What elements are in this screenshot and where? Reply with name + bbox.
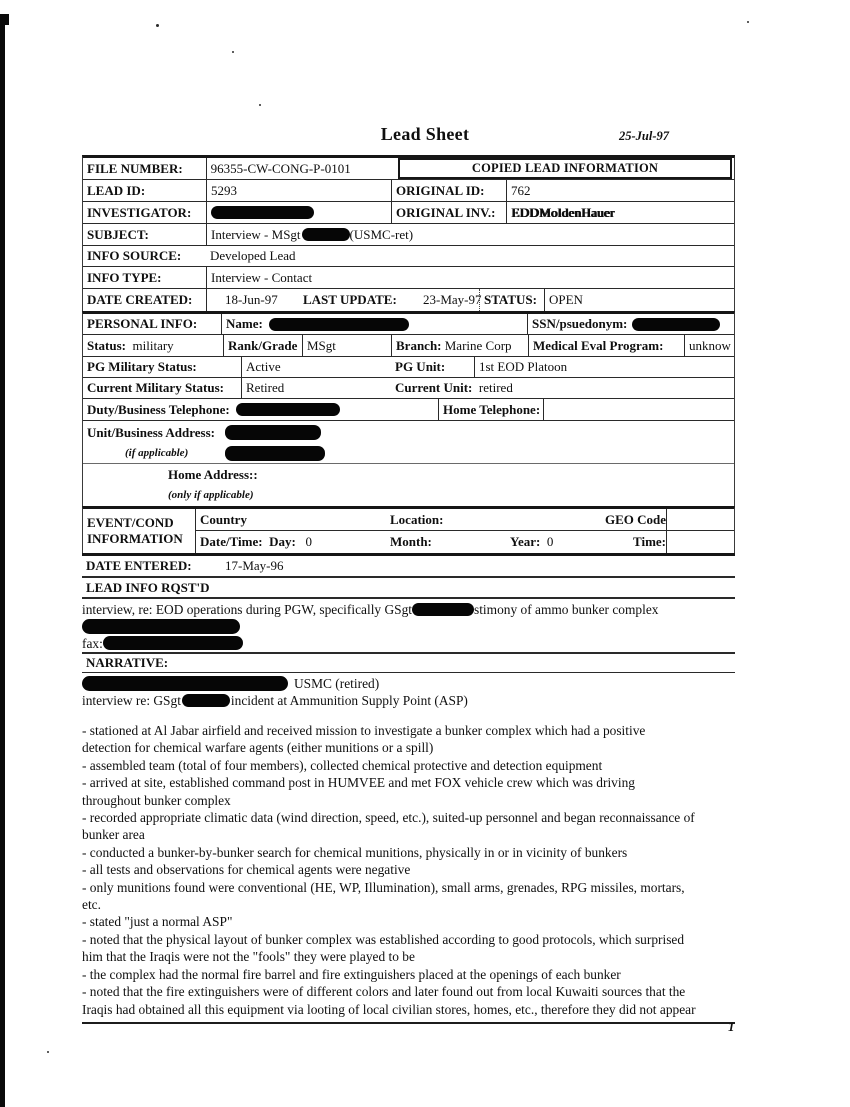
redaction-bar xyxy=(269,318,409,331)
file-number-row xyxy=(83,158,734,180)
subject-prefix: Interview - MSgt xyxy=(211,226,301,242)
lead-identification-section xyxy=(82,155,735,311)
lead-info-rqstd-row xyxy=(82,578,735,599)
interview-prefix: interview re: GSgt xyxy=(82,693,181,708)
name-label: Name: xyxy=(226,316,263,332)
scan-notch-artifact xyxy=(0,14,9,25)
home-address-row xyxy=(83,464,734,485)
narrative-line: - the complex had the normal fire barrel and fire extinguishers placed at the openings of each bunker xyxy=(82,966,621,982)
narrative-line: throughout bunker complex xyxy=(82,792,231,808)
subject-label: SUBJECT: xyxy=(87,226,149,242)
event-cond-label-line2: INFORMATION xyxy=(87,531,183,546)
status-value: military xyxy=(132,337,174,353)
event-cond-section xyxy=(82,506,735,553)
date-entered-value: 17-May-96 xyxy=(225,558,284,574)
redaction-bar xyxy=(82,676,288,691)
datetime-label: Date/Time: xyxy=(200,534,263,550)
branch-field xyxy=(391,335,528,356)
telephone-row xyxy=(83,399,734,421)
subject-value xyxy=(206,224,734,245)
if-applicable-note: (if applicable) xyxy=(125,446,189,459)
only-if-applicable-note: (only if applicable) xyxy=(168,488,254,501)
year-field xyxy=(506,535,586,549)
event-cond-label-line1: EVENT/COND xyxy=(87,515,174,531)
narrative-header-line xyxy=(82,675,735,692)
pg-military-status-value: Active xyxy=(241,357,391,377)
current-military-status-label: Current Military Status: xyxy=(87,380,224,396)
unit-address-value xyxy=(221,425,321,441)
redacted-line xyxy=(82,617,735,635)
narrative-interview-line xyxy=(82,692,735,709)
interview-suffix: incident at Ammunition Supply Point (ASP) xyxy=(230,693,468,708)
narrative-line: Iraqis had obtained all this equipment via looting of local civilian stores, homes, etc., therefore they did not appear xyxy=(82,1001,696,1017)
military-status-field xyxy=(83,339,223,353)
narrative-line: - stated "just a normal ASP" xyxy=(82,914,233,930)
fax-label: fax: xyxy=(82,636,103,651)
duty-phone-label: Duty/Business Telephone: xyxy=(87,401,230,417)
narrative-line: - assembled team (total of four members), collected chemical protective and detection equipment xyxy=(82,757,603,773)
narrative-line: detection for chemical warfare agents (either munitions or a spill) xyxy=(82,740,434,756)
pg-status-row xyxy=(83,357,734,378)
redaction-bar xyxy=(211,206,314,219)
day-value: 0 xyxy=(305,534,313,550)
info-source-value: Developed Lead xyxy=(210,248,296,264)
scan-speck xyxy=(259,104,261,106)
page-number: 1 xyxy=(728,1019,735,1034)
investigator-value xyxy=(206,202,391,223)
event-cond-label xyxy=(83,509,196,553)
home-address-label: Home Address:: xyxy=(168,466,258,482)
narrative-line: - conducted a bunker-by-bunker search for chemical munitions, physically in or in vicinity of bunkers xyxy=(82,844,628,860)
redaction-bar xyxy=(632,318,720,331)
personal-info-label: PERSONAL INFO: xyxy=(87,316,198,332)
request-prefix: interview, re: EOD operations during PGW, specifically GSgt xyxy=(82,602,412,617)
copied-lead-banner: COPIED LEAD INFORMATION xyxy=(398,158,732,179)
file-number-value: 96355-CW-CONG-P-0101 xyxy=(206,158,398,179)
time-value xyxy=(666,531,734,553)
fax-line xyxy=(82,635,735,654)
original-inv-label: ORIGINAL INV.: xyxy=(391,202,506,223)
event-datetime-row xyxy=(196,531,734,553)
redaction-bar xyxy=(412,603,474,616)
original-id-value: 762 xyxy=(506,180,734,201)
info-source-row xyxy=(83,246,734,267)
month-label: Month: xyxy=(390,534,432,550)
name-field xyxy=(221,314,527,334)
date-created-row xyxy=(83,289,734,311)
lead-id-label: LEAD ID: xyxy=(87,182,146,198)
narrative-label: NARRATIVE: xyxy=(86,655,169,671)
narrative-line: - only munitions found were conventional (HE, WP, Illumination), small arms, grenades, RPG missiles, mortars, xyxy=(82,879,685,895)
current-military-status-value: Retired xyxy=(241,378,391,398)
unit-address-label: Unit/Business Address: xyxy=(87,424,215,440)
geo-code-label: GEO Code xyxy=(604,511,666,527)
redaction-bar xyxy=(236,403,340,416)
info-type-value: Interview - Contact xyxy=(206,267,734,288)
unit-address-value-2 xyxy=(221,446,325,462)
rank-grade-label: Rank/Grade xyxy=(223,335,302,356)
narrative-header-suffix: USMC (retired) xyxy=(294,676,380,691)
scan-speck xyxy=(47,1051,49,1053)
unit-address-row xyxy=(83,421,734,444)
day-label: Day: xyxy=(269,534,296,550)
personal-info-section xyxy=(82,311,735,506)
scan-speck xyxy=(747,21,749,23)
date-created-value: 18-Jun-97 xyxy=(206,289,299,311)
narrative-label-row xyxy=(82,654,735,673)
entries-section xyxy=(82,553,735,1024)
current-unit-field xyxy=(391,381,734,395)
status-label: STATUS: xyxy=(479,289,544,311)
scan-speck xyxy=(156,24,159,27)
redaction-bar xyxy=(225,425,321,440)
date-created-label: DATE CREATED: xyxy=(87,292,193,308)
year-label: Year: xyxy=(510,534,541,550)
info-type-row xyxy=(83,267,734,289)
country-label: Country xyxy=(200,511,247,527)
lead-sheet-form xyxy=(82,155,735,1024)
geo-code-value xyxy=(666,509,734,530)
branch-value: Marine Corp xyxy=(444,337,512,353)
lead-id-row xyxy=(83,180,734,202)
redaction-bar xyxy=(82,619,240,634)
narrative-line: - recorded appropriate climatic data (wind direction, speed, etc.), suited-up personnel and began reconnaissance of xyxy=(82,810,695,826)
narrative-line: - noted that the fire extinguishers were of different colors and later found out from local Kuwaiti sources that the xyxy=(82,984,686,1000)
info-source-label: INFO SOURCE: xyxy=(87,248,182,264)
status-label: Status: xyxy=(87,337,127,353)
if-applicable-row xyxy=(83,444,734,464)
investigator-row xyxy=(83,202,734,224)
time-label: Time: xyxy=(633,534,666,550)
current-unit-value: retired xyxy=(478,380,513,396)
personal-info-row xyxy=(83,314,734,335)
event-location-row xyxy=(196,509,734,531)
branch-label: Branch: xyxy=(396,337,442,353)
redaction-bar xyxy=(225,446,325,461)
only-if-applicable-row xyxy=(83,485,734,506)
report-date: 25-Jul-97 xyxy=(619,129,669,143)
narrative-body xyxy=(82,722,735,1024)
ssn-label: SSN/psuedonym: xyxy=(532,316,628,332)
rank-grade-value: MSgt xyxy=(302,335,391,356)
date-entered-row xyxy=(82,556,735,578)
file-number-label: FILE NUMBER: xyxy=(87,160,183,176)
date-entered-label: DATE ENTERED: xyxy=(86,558,192,574)
current-status-row xyxy=(83,378,734,399)
request-line xyxy=(82,599,735,617)
original-inv-value: EDDMoldenHauer xyxy=(506,202,734,223)
last-update-label: LAST UPDATE: xyxy=(303,292,397,308)
narrative-line: - arrived at site, established command post in HUMVEE and met FOX vehicle crew which was driving xyxy=(82,775,635,791)
subject-suffix: (USMC-ret) xyxy=(349,226,414,242)
narrative-line: etc. xyxy=(82,897,101,913)
status-value: OPEN xyxy=(544,289,734,311)
medical-eval-value: unknow xyxy=(684,335,734,356)
ssn-field xyxy=(527,314,734,334)
scan-speck xyxy=(232,51,234,53)
page-title: Lead Sheet xyxy=(380,124,470,144)
redaction-bar xyxy=(182,694,230,707)
redaction-bar xyxy=(302,228,350,241)
pg-unit-value: 1st EOD Platoon xyxy=(474,357,734,377)
datetime-field xyxy=(196,535,386,549)
pg-unit-label: PG Unit: xyxy=(395,359,446,375)
narrative-line: - noted that the physical layout of bunker complex was established according to good protocols, which surprised xyxy=(82,931,685,947)
status-rank-row xyxy=(83,335,734,357)
home-phone-label: Home Telephone: xyxy=(438,399,544,420)
last-update-value: 23-May-97 xyxy=(423,292,482,308)
lead-info-rqstd-label: LEAD INFO RQST'D xyxy=(86,579,210,595)
info-type-label: INFO TYPE: xyxy=(87,269,162,285)
narrative-line: - all tests and observations for chemical agents were negative xyxy=(82,862,411,878)
request-suffix: stimony of ammo bunker complex xyxy=(474,602,659,617)
lead-id-value: 5293 xyxy=(206,180,391,201)
subject-row xyxy=(83,224,734,246)
narrative-line: - stationed at Al Jabar airfield and received mission to investigate a bunker complex which had a positive xyxy=(82,723,646,738)
medical-eval-label: Medical Eval Program: xyxy=(528,335,684,356)
duty-phone-field xyxy=(83,403,438,417)
investigator-label: INVESTIGATOR: xyxy=(87,204,192,220)
year-value: 0 xyxy=(546,534,554,550)
pg-military-status-label: PG Military Status: xyxy=(87,359,197,375)
location-label: Location: xyxy=(390,511,444,527)
narrative-line: him that the Iraqis were not the "fools" they were played to be xyxy=(82,949,415,965)
redaction-bar xyxy=(103,636,243,650)
scan-edge-artifact xyxy=(0,14,5,1107)
narrative-line: bunker area xyxy=(82,827,145,843)
original-id-label: ORIGINAL ID: xyxy=(391,180,506,201)
current-unit-label: Current Unit: xyxy=(395,380,473,396)
